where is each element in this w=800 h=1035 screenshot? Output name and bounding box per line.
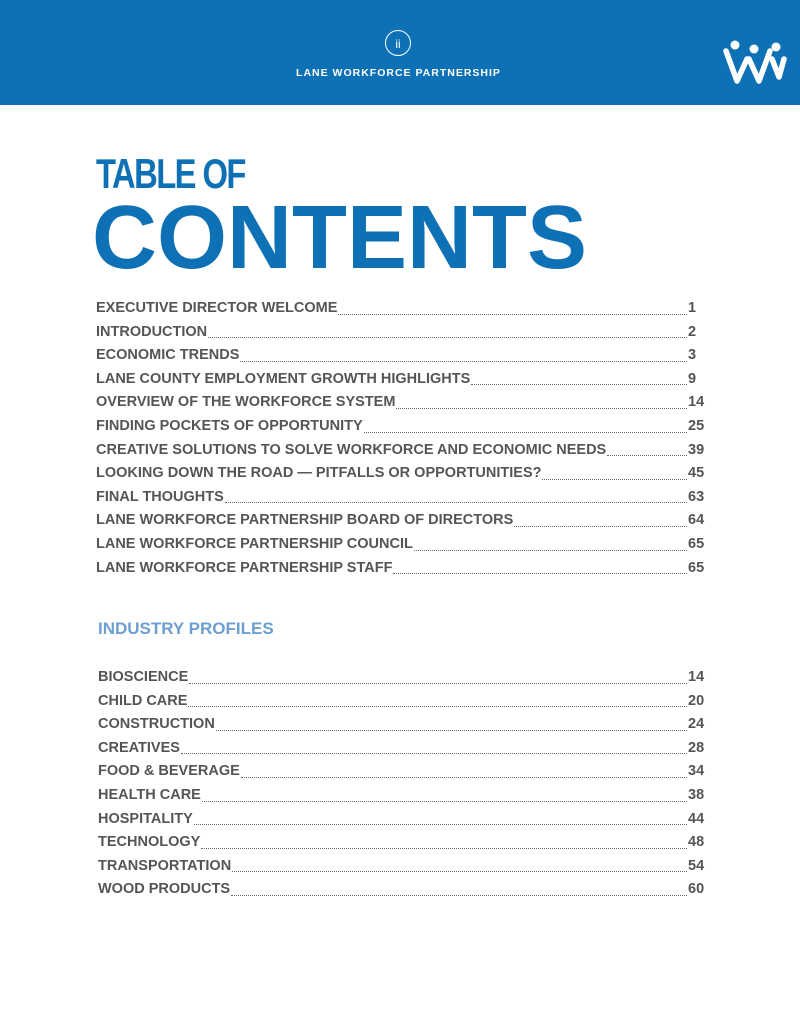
toc-entry-label: CREATIVES (98, 739, 180, 756)
title-line-2: CONTENTS (92, 188, 587, 288)
toc-entry-page: 20 (688, 692, 705, 709)
toc-entry-label: FOOD & BEVERAGE (98, 763, 240, 780)
toc-entry[interactable] (96, 557, 706, 581)
dot-leader (414, 550, 687, 551)
toc-entry-label: OVERVIEW OF THE WORKFORCE SYSTEM (96, 394, 396, 411)
dot-leader (232, 871, 687, 872)
dot-leader (396, 408, 687, 409)
toc-entry-page: 64 (688, 512, 705, 529)
toc-entry-page: 44 (688, 810, 705, 827)
toc-entry-label: HEALTH CARE (98, 786, 201, 803)
toc-entry-label: LANE WORKFORCE PARTNERSHIP BOARD OF DIRECTORS (96, 512, 514, 529)
toc-entry-label: LANE COUNTY EMPLOYMENT GROWTH HIGHLIGHTS (96, 370, 471, 387)
toc-entry[interactable] (98, 831, 706, 855)
toc-entry-page: 63 (688, 488, 705, 505)
title-line-1: TABLE OF (96, 150, 245, 197)
toc-entry-page: 65 (688, 559, 705, 576)
table-of-contents (96, 297, 706, 580)
dot-leader (338, 314, 687, 315)
toc-entry[interactable] (96, 391, 706, 415)
toc-entry[interactable] (96, 486, 706, 510)
toc-entry-label: INTRODUCTION (96, 323, 208, 340)
toc-entry-page: 45 (688, 465, 705, 482)
toc-entry[interactable] (96, 321, 706, 345)
industry-profiles-heading: INDUSTRY PROFILES (98, 619, 274, 638)
toc-entry-page: 39 (688, 441, 705, 458)
toc-entry-page: 28 (688, 739, 705, 756)
dot-leader (607, 455, 687, 456)
toc-entry-label: CHILD CARE (98, 692, 188, 709)
toc-entry-page: 24 (688, 716, 705, 733)
toc-entry-label: TRANSPORTATION (98, 857, 232, 874)
dot-leader (241, 777, 687, 778)
dot-leader (225, 502, 687, 503)
toc-entry-label: BIOSCIENCE (98, 669, 189, 685)
toc-entry-label: CONSTRUCTION (98, 716, 215, 733)
toc-entry-page: 9 (688, 370, 697, 387)
toc-entry[interactable] (96, 368, 706, 392)
dot-leader (514, 526, 687, 527)
toc-entry-label: LOOKING DOWN THE ROAD — PITFALLS OR OPPORTUNITIES? (96, 465, 542, 482)
org-name: LANE WORKFORCE PARTNERSHIP (296, 67, 501, 79)
dot-leader (181, 753, 687, 754)
industry-profiles-list (98, 666, 706, 902)
toc-entry-page: 34 (688, 763, 705, 780)
dot-leader (393, 573, 687, 574)
dot-leader (240, 361, 687, 362)
toc-entry-label: WOOD PRODUCTS (98, 881, 231, 898)
toc-entry-page: 60 (688, 881, 705, 898)
toc-entry-page: 2 (688, 323, 697, 340)
toc-entry-page: 25 (688, 417, 705, 434)
dot-leader (189, 683, 687, 684)
toc-entry-page: 14 (688, 669, 705, 685)
toc-entry-label: LANE WORKFORCE PARTNERSHIP COUNCIL (96, 535, 413, 552)
toc-entry[interactable] (98, 878, 706, 902)
toc-entry[interactable] (98, 760, 706, 784)
toc-entry[interactable] (98, 690, 706, 714)
page-number: ii (385, 30, 411, 56)
toc-entry[interactable] (98, 855, 706, 879)
toc-entry-label: LANE WORKFORCE PARTNERSHIP STAFF (96, 559, 393, 576)
dot-leader (471, 384, 687, 385)
toc-entry-label: FINAL THOUGHTS (96, 488, 224, 505)
toc-entry[interactable] (98, 737, 706, 761)
toc-entry-label: FINDING POCKETS OF OPPORTUNITY (96, 417, 363, 434)
toc-entry[interactable] (98, 808, 706, 832)
toc-entry-page: 38 (688, 786, 705, 803)
toc-entry-label: EXECUTIVE DIRECTOR WELCOME (96, 300, 338, 316)
page-header (0, 0, 800, 105)
toc-entry[interactable] (98, 666, 706, 690)
toc-entry-page: 65 (688, 535, 705, 552)
toc-entry[interactable] (96, 462, 706, 486)
toc-entry[interactable] (96, 533, 706, 557)
toc-entry[interactable] (96, 415, 706, 439)
dot-leader (542, 479, 687, 480)
toc-entry-label: TECHNOLOGY (98, 834, 201, 851)
toc-entry[interactable] (96, 509, 706, 533)
dot-leader (364, 432, 687, 433)
dot-leader (208, 337, 687, 338)
toc-entry-page: 54 (688, 857, 705, 874)
toc-entry-page: 3 (688, 347, 697, 364)
toc-entry[interactable] (96, 297, 706, 321)
toc-entry[interactable] (96, 439, 706, 463)
toc-entry-label: CREATIVE SOLUTIONS TO SOLVE WORKFORCE AND ECONOMIC NEEDS (96, 441, 607, 458)
toc-entry-page: 48 (688, 834, 705, 851)
dot-leader (194, 824, 687, 825)
toc-entry-label: ECONOMIC TRENDS (96, 347, 240, 364)
dot-leader (201, 848, 687, 849)
toc-entry-page: 14 (688, 394, 705, 411)
toc-entry-label: HOSPITALITY (98, 810, 193, 827)
dot-leader (231, 895, 687, 896)
toc-entry-page: 1 (688, 300, 697, 316)
lane-workforce-logo-icon (721, 37, 787, 89)
toc-entry[interactable] (96, 344, 706, 368)
toc-entry[interactable] (98, 784, 706, 808)
dot-leader (188, 706, 687, 707)
dot-leader (216, 730, 687, 731)
dot-leader (202, 801, 687, 802)
toc-entry[interactable] (98, 713, 706, 737)
